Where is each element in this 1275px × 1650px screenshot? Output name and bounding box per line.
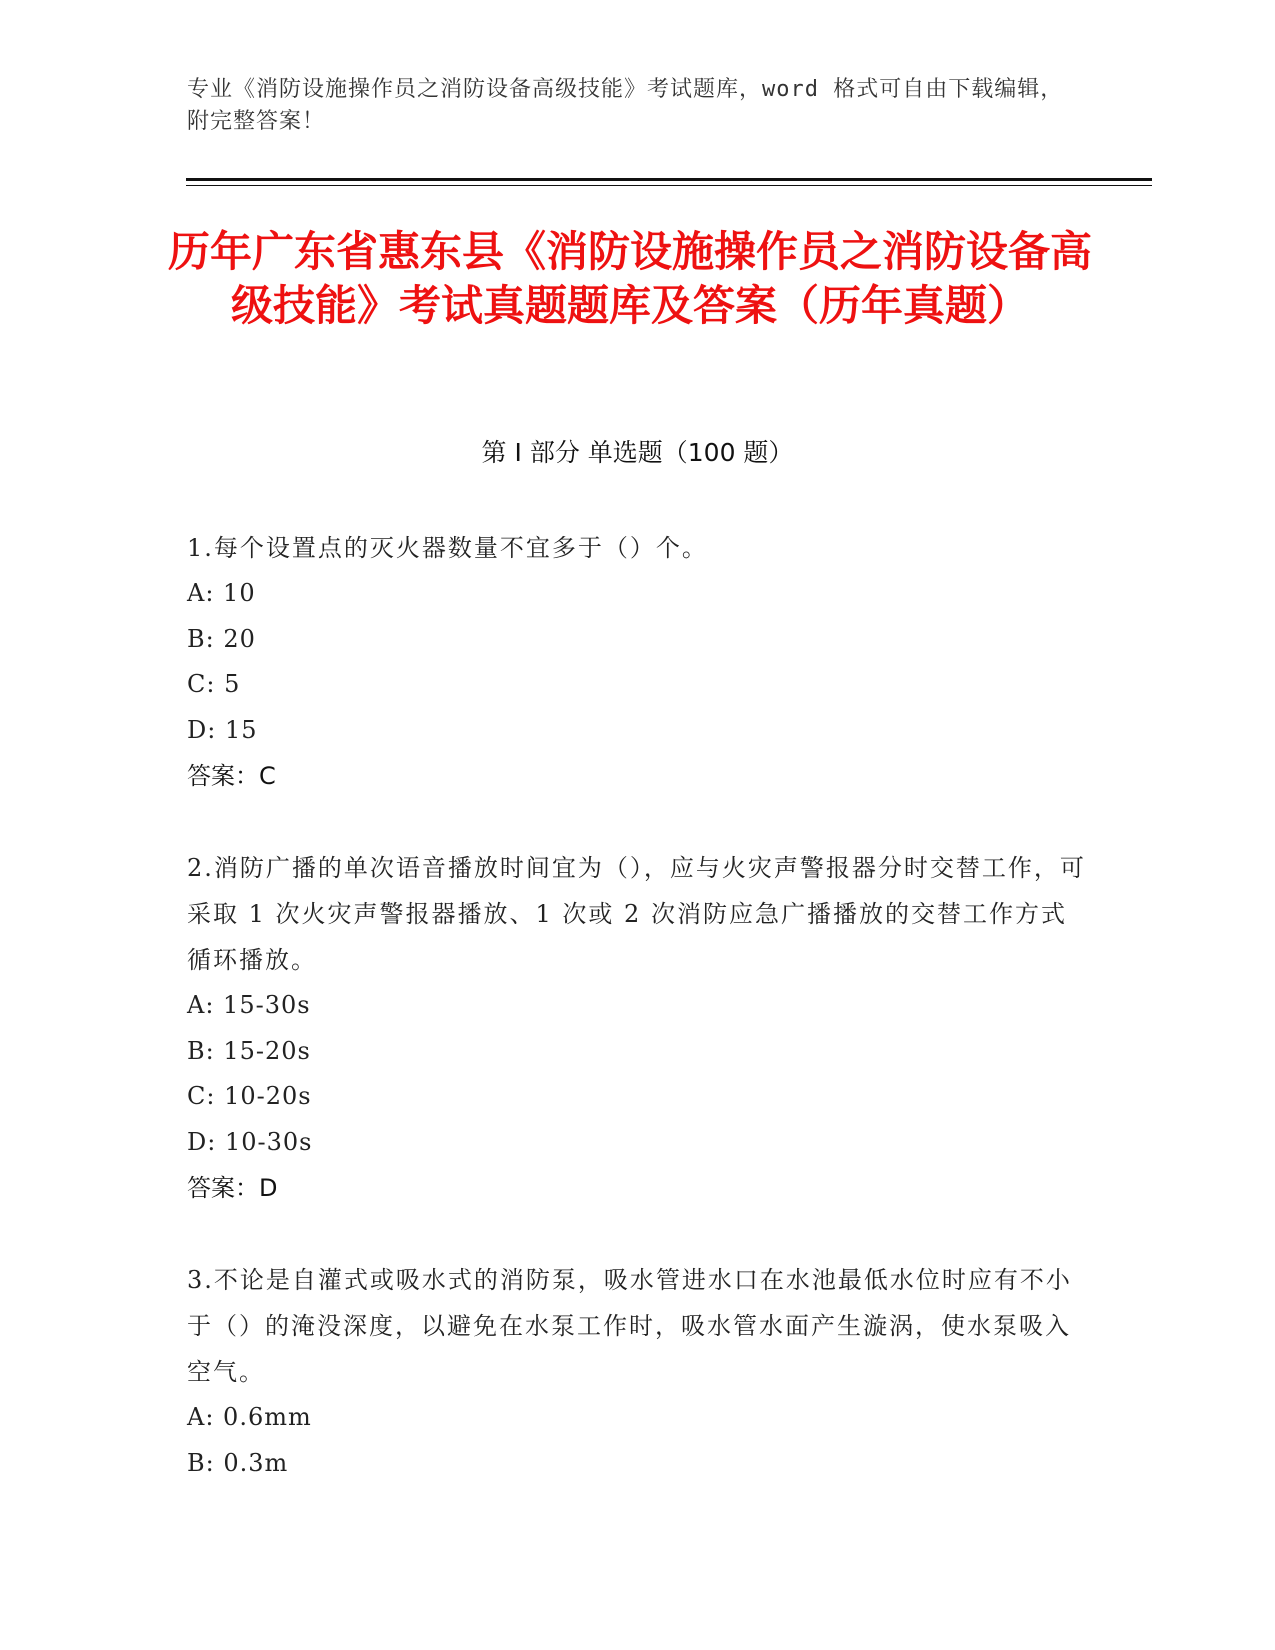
option-a: A: 15-30s xyxy=(187,991,311,1019)
option-b: B: 20 xyxy=(187,624,256,653)
header-note: 专业《消防设施操作员之消防设备高级技能》考试题库，word 格式可自由下载编辑，附完整答案！ xyxy=(187,77,1064,134)
option-a: A: 0.6mm xyxy=(187,1403,312,1431)
option-c: C: 10-20s xyxy=(187,1082,312,1110)
header-divider-thin xyxy=(186,185,1152,186)
option-c: C: 5 xyxy=(187,670,241,698)
question-list xyxy=(187,525,1087,1532)
option-b: B: 0.3m xyxy=(187,1448,289,1477)
document-title: 历年广东省惠东县《消防设施操作员之消防设备高级技能》考试真题题库及答案（历年真题） xyxy=(167,227,1092,330)
option-a: A: 10 xyxy=(187,579,256,607)
question-stem: 1.每个设置点的灭火器数量不宜多于（）个。 xyxy=(187,534,708,562)
option-d: D: 10-30s xyxy=(187,1127,313,1156)
section-heading: 第 I 部分 单选题（100 题） xyxy=(481,438,794,467)
header-divider-thick xyxy=(186,178,1152,181)
question-stem: 3.不论是自灌式或吸水式的消防泵，吸水管进水口在水池最低水位时应有不小于（）的淹没深度，以避免在水泵工作时，吸水管水面产生漩涡，使水泵吸入空气。 xyxy=(187,1266,1072,1386)
option-d: D: 15 xyxy=(187,715,258,744)
question-1 xyxy=(187,525,1087,799)
question-3 xyxy=(187,1257,1087,1486)
answer: 答案：D xyxy=(187,1174,278,1202)
option-b: B: 15-20s xyxy=(187,1036,311,1065)
question-stem: 2.消防广播的单次语音播放时间宜为（），应与火灾声警报器分时交替工作，可采取 1 次火灾声警报器播放、1 次或 2 次消防应急广播播放的交替工作方式循环播放。 xyxy=(187,854,1086,974)
question-2 xyxy=(187,845,1087,1211)
answer: 答案：C xyxy=(187,762,276,790)
